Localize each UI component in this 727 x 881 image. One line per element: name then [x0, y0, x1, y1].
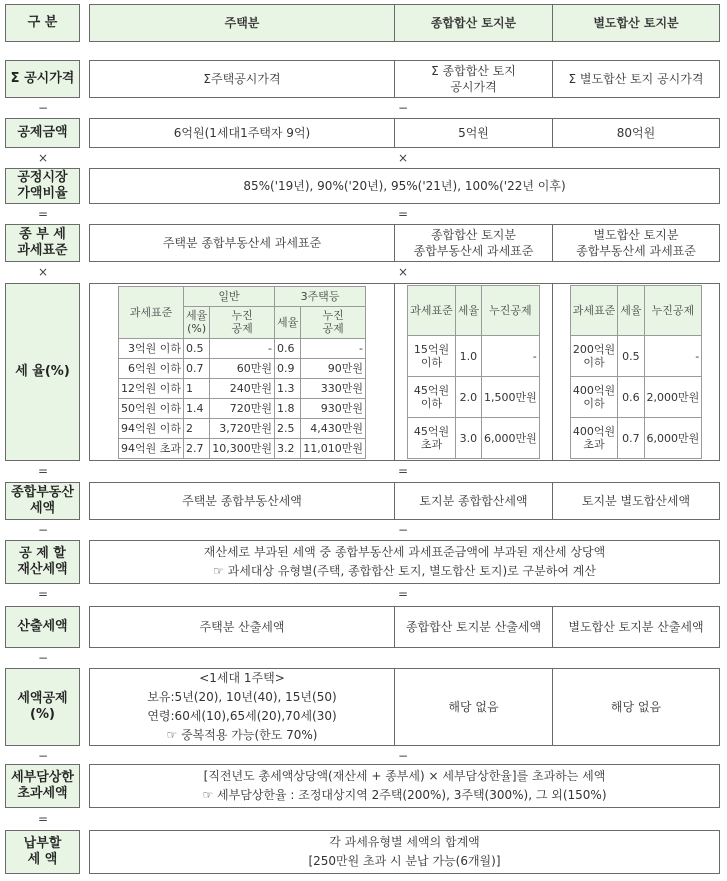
op-minus: −: [398, 101, 409, 115]
rate-house-cell-b: 3억원 이하: [118, 338, 183, 358]
sanchul-land-combined: 종합합산 토지분 산출세액: [395, 607, 553, 647]
header-house: 주택분: [90, 5, 395, 41]
seabudam-row: [89, 764, 720, 808]
jongbu-land-combined: 토지분 종합합산세액: [395, 483, 553, 519]
jongbu-row: [89, 482, 720, 520]
op-times: ×: [398, 151, 409, 165]
rate-house-cell-d1: -: [210, 338, 275, 358]
gongsi-row: [89, 60, 720, 98]
rate-house-cell-d2: 330만원: [301, 378, 366, 398]
op-equals: =: [398, 207, 409, 221]
gongje-land-combined: 5억원: [395, 119, 553, 147]
rate-house-table: 과세표준 일반 3주택등 세율 (%) 누진 공제 세율 누진 공제 3억원 이하 0.5 - 0.6 - 6억원 이하 0.7 60만원 0.9 90만원 12억원 이하 1 240만원 1.3 330만원 50억원 이하 1.4 720만원 1.8 930만원 94억원 이하 2 3,720만원 2.5 4,430만원 94억원 초과 2.7 10,300만원 3.2 11,010만원: [118, 286, 366, 459]
rate-house-cell-d2: -: [301, 338, 366, 358]
jongbu-land-separate: 토지분 별도합산세액: [581, 494, 691, 508]
rate-house-cell-r2: 3.2: [275, 438, 301, 458]
land1_rows-cell-base: 15억원 이하: [408, 336, 456, 377]
land2_rows-cell-deduction: 6,000만원: [644, 418, 702, 459]
rate-house-cell-b: 12억원 이하: [118, 378, 183, 398]
gongjehal-text: 재산세로 부과된 세액 중 종합부동산세 과세표준금액에 부과된 재산세 상당액 ☞ 과세대상 유형별(주택, 종합합산 토지, 별도합산 토지)로 구분하여 계산: [203, 545, 606, 578]
op-minus: −: [38, 523, 49, 537]
rate-house-cell-r2: 0.6: [275, 338, 301, 358]
seakgongje-row: [89, 668, 720, 746]
gongsi-house: Σ주택공시가격: [90, 61, 395, 97]
land2_rows-cell-rate: 0.5: [618, 336, 644, 377]
header-row: [89, 4, 720, 42]
rate-house: [90, 284, 395, 460]
seakgongje-land-combined: 해당 없음: [395, 669, 553, 745]
sanchul-row: [89, 606, 720, 648]
header-land-combined: 종합합산 토지분: [395, 5, 553, 41]
rate-house-cell-r2: 1.8: [275, 398, 301, 418]
rate-house-cell-r2: 1.3: [275, 378, 301, 398]
gongsi-land-separate: Σ 별도합산 토지 공시가격: [568, 72, 704, 86]
op-equals: =: [38, 587, 49, 601]
land2_rows-cell-deduction: -: [644, 336, 702, 377]
gongje-row: [89, 118, 720, 148]
op-minus: −: [38, 749, 49, 763]
rate-house-cell-r2: 0.9: [275, 358, 301, 378]
op-minus: −: [38, 651, 49, 665]
taxbase-land-combined: 종합합산 토지분 종합부동산세 과세표준: [395, 225, 553, 261]
rate-land-separate: [553, 284, 719, 460]
napbu-row: [89, 830, 720, 874]
op-times: ×: [398, 265, 409, 279]
rate-house-cell-b: 50억원 이하: [118, 398, 183, 418]
taxbase-land-separate: 별도합산 토지분 종합부동산세 과세표준: [576, 228, 696, 258]
land1_rows-cell-base: 45억원 이하: [408, 377, 456, 418]
gongjehal-label: 공 제 할 재산세액: [5, 540, 80, 584]
land1_rows-cell-deduction: -: [482, 336, 540, 377]
op-minus: −: [398, 749, 409, 763]
ratio-value: 85%('19년), 90%('20년), 95%('21년), 100%('22년 이후): [243, 179, 566, 193]
land1_rows-row: [408, 418, 540, 459]
op-equals: =: [398, 587, 409, 601]
gongsi-label: Σ 공시가격: [5, 60, 80, 98]
land1_rows-cell-rate: 1.0: [455, 336, 481, 377]
land1_rows-row: [408, 336, 540, 377]
rate-house-row: [118, 358, 365, 378]
gongje-land-separate: 80억원: [616, 126, 656, 140]
rate-label: 세 율(%): [5, 283, 80, 461]
jongbu-label: 종합부동산 세액: [5, 482, 80, 520]
rate-house-row: [118, 338, 365, 358]
rate-house-cell-r1: 2: [183, 418, 209, 438]
header-label: 구 분: [5, 4, 80, 42]
taxbase-row: [89, 224, 720, 262]
land1_rows-cell-base: 45억원 초과: [408, 418, 456, 459]
rate-house-cell-d1: 720만원: [210, 398, 275, 418]
rate-house-cell-d2: 90만원: [301, 358, 366, 378]
gongje-label: 공제금액: [5, 118, 80, 148]
op-times: ×: [38, 265, 49, 279]
rate-row: [89, 283, 720, 461]
op-times: ×: [38, 151, 49, 165]
rate-house-cell-d2: 4,430만원: [301, 418, 366, 438]
rate-house-cell-r1: 1: [183, 378, 209, 398]
op-equals: =: [398, 464, 409, 478]
seakgongje-house: <1세대 1주택> 보유:5년(20), 10년(40), 15년(50) 연령:60세(10),65세(20),70세(30) ☞ 중복적용 가능(한도 70%): [90, 669, 395, 745]
rate-house-cell-d1: 60만원: [210, 358, 275, 378]
rate-house-row: [118, 418, 365, 438]
rate-house-cell-b: 94억원 초과: [118, 438, 183, 458]
land2_rows-row: [570, 336, 702, 377]
seakgongje-land-separate: 해당 없음: [610, 700, 662, 714]
gongje-house: 6억원(1세대1주택자 9억): [90, 119, 395, 147]
rate-house-cell-d2: 11,010만원: [301, 438, 366, 458]
op-minus: −: [398, 523, 409, 537]
op-equals: =: [38, 464, 49, 478]
land1_rows-row: [408, 377, 540, 418]
gongjehal-row: [89, 540, 720, 584]
header-land-separate: 별도합산 토지분: [593, 16, 679, 30]
rate-house-row: [118, 378, 365, 398]
napbu-label: 납부할 세 액: [5, 830, 80, 874]
rate-land-combined: [395, 284, 553, 460]
seabudam-label: 세부담상한 초과세액: [5, 764, 80, 808]
rate-land-combined-table: 과세표준 세율 누진공제 15억원 이하 1.0 - 45억원 이하 2.0 1,500만원 45억원 초과 3.0 6,000만원: [407, 285, 540, 459]
jongbu-house: 주택분 종합부동산세액: [90, 483, 395, 519]
land2_rows-cell-rate: 0.7: [618, 418, 644, 459]
land1_rows-cell-deduction: 1,500만원: [482, 377, 540, 418]
gongsi-land-combined: Σ 종합합산 토지 공시가격: [395, 61, 553, 97]
land2_rows-row: [570, 418, 702, 459]
rate-house-cell-d1: 240만원: [210, 378, 275, 398]
rate-house-cell-b: 94억원 이하: [118, 418, 183, 438]
rate-house-cell-d1: 3,720만원: [210, 418, 275, 438]
taxbase-house: 주택분 종합부동산세 과세표준: [90, 225, 395, 261]
ratio-label: 공정시장 가액비율: [5, 168, 80, 204]
ratio-row: [89, 168, 720, 204]
land2_rows-cell-base: 400억원 이하: [570, 377, 618, 418]
land2_rows-cell-base: 400억원 초과: [570, 418, 618, 459]
sanchul-land-separate: 별도합산 토지분 산출세액: [568, 620, 704, 634]
op-equals: =: [38, 207, 49, 221]
sanchul-house: 주택분 산출세액: [90, 607, 395, 647]
sanchul-label: 산출세액: [5, 606, 80, 648]
op-equals: =: [38, 812, 49, 826]
rate-house-cell-r2: 2.5: [275, 418, 301, 438]
rate-house-cell-r1: 2.7: [183, 438, 209, 458]
land1_rows-cell-deduction: 6,000만원: [482, 418, 540, 459]
rate-house-cell-d1: 10,300만원: [210, 438, 275, 458]
land1_rows-cell-rate: 2.0: [455, 377, 481, 418]
land2_rows-cell-rate: 0.6: [618, 377, 644, 418]
land1_rows-cell-rate: 3.0: [455, 418, 481, 459]
rate-house-row: [118, 438, 365, 458]
land2_rows-cell-deduction: 2,000만원: [644, 377, 702, 418]
seabudam-text: [직전년도 총세액상당액(재산세 + 종부세) × 세부담상한율]를 초과하는 세액 ☞ 세부담상한율 : 조정대상지역 2주택(200%), 3주택(300%), 그 외(150%): [202, 769, 607, 802]
napbu-text: 각 과세유형별 세액의 합계액 [250만원 초과 시 분납 가능(6개월)]: [308, 835, 501, 868]
rate-house-cell-r1: 0.7: [183, 358, 209, 378]
land2_rows-cell-base: 200억원 이하: [570, 336, 618, 377]
op-minus: −: [38, 101, 49, 115]
rate-house-cell-r1: 1.4: [183, 398, 209, 418]
rate-house-row: [118, 398, 365, 418]
land2_rows-row: [570, 377, 702, 418]
taxbase-label: 종 부 세 과세표준: [5, 224, 80, 262]
rate-land-separate-table: 과세표준 세율 누진공제 200억원 이하 0.5 - 400억원 이하 0.6 2,000만원 400억원 초과 0.7 6,000만원: [570, 285, 703, 459]
rate-house-cell-d2: 930만원: [301, 398, 366, 418]
rate-house-cell-b: 6억원 이하: [118, 358, 183, 378]
seakgongje-label: 세액공제 (%): [5, 668, 80, 746]
rate-house-cell-r1: 0.5: [183, 338, 209, 358]
